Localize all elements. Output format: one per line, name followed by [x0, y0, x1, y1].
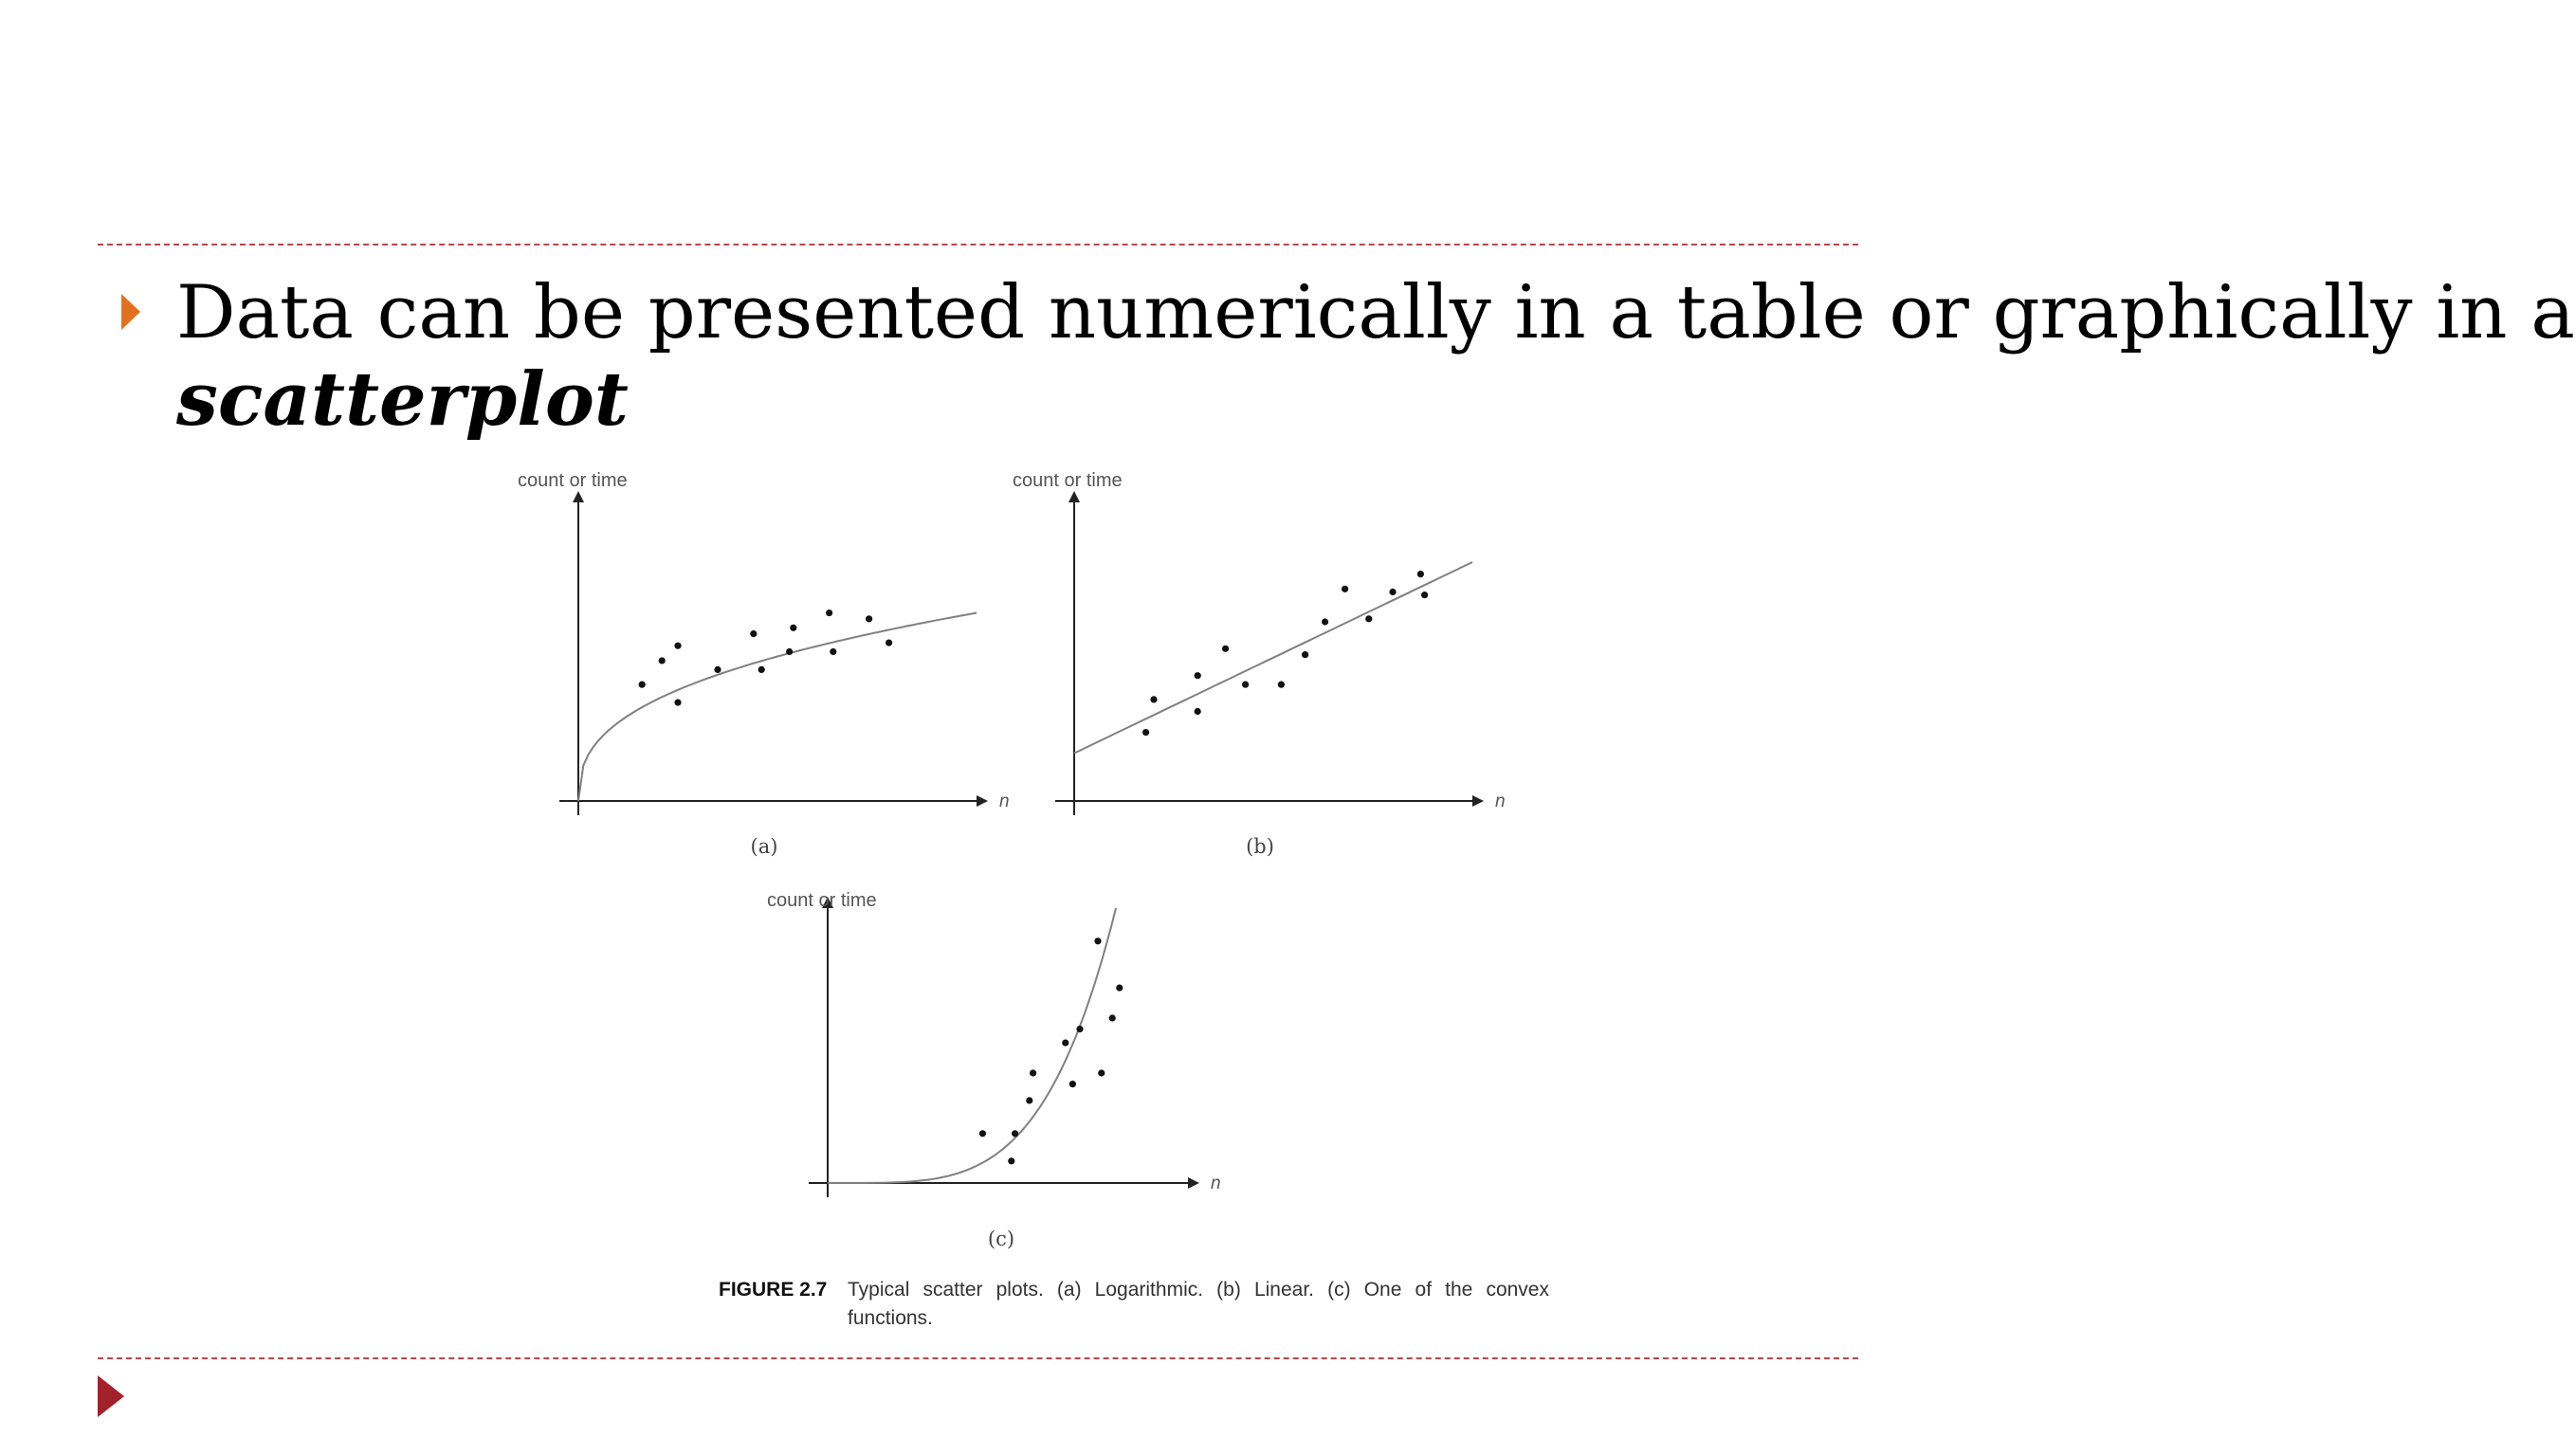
panel-3-point-8 [1076, 1026, 1083, 1032]
panel-2-point-2 [1150, 696, 1157, 702]
panel-1-point-2 [659, 657, 666, 664]
panel-1-y-axis-label: count or time [518, 470, 628, 491]
panel-3-point-11 [1116, 985, 1123, 992]
panel-2-y-axis-label: count or time [1013, 470, 1123, 491]
panel-1-y-arrow-icon [573, 491, 584, 502]
panel-2-point-11 [1365, 615, 1372, 622]
panel-2-x-axis-label: n [1495, 792, 1506, 811]
panel-2-y-arrow-icon [1068, 491, 1080, 502]
panel-3-x-arrow-icon [1188, 1177, 1199, 1189]
panel-1-point-3 [674, 643, 681, 649]
panel-1-point-6 [750, 630, 757, 637]
panel-3-point-5 [1030, 1069, 1036, 1076]
panel-2-point-12 [1389, 589, 1396, 595]
panel-3-x-axis-label: n [1211, 1174, 1221, 1193]
panel-2-point-8 [1302, 651, 1308, 658]
panel-1-point-1 [639, 682, 646, 688]
panel-3-fit-curve [828, 908, 1116, 1183]
panel-1-point-4 [674, 699, 681, 705]
next-slide-arrow-icon[interactable] [98, 1375, 124, 1417]
panel-3-point-10 [1109, 1014, 1116, 1021]
panel-2-point-6 [1242, 682, 1249, 688]
panel-3-panel-label: (c) [987, 1228, 1015, 1250]
panel-2-point-4 [1195, 672, 1201, 679]
panel-2-panel-label: (b) [1246, 835, 1274, 858]
panel-3-point-3 [1012, 1130, 1018, 1137]
panel-1-point-5 [714, 666, 721, 673]
panel-2-fit-curve [1074, 562, 1472, 754]
panel-2-point-9 [1322, 618, 1328, 625]
panel-1-point-8 [786, 648, 793, 655]
figure-caption-text: Typical scatter plots. (a) Logarithmic. (b) Linear. (c) One of the convex functions. [848, 1279, 1549, 1329]
bottom-divider [98, 1357, 1858, 1359]
panel-3-y-axis-label: count or time [767, 890, 877, 911]
panel-1-point-11 [830, 648, 836, 655]
panel-3-point-9 [1098, 1069, 1105, 1076]
panel-3-point-12 [1094, 937, 1101, 944]
bullet-lead-text: Data can be presented numerically in a table or graphically in a [176, 270, 2575, 355]
panel-1-point-7 [758, 666, 765, 673]
panel-2-point-3 [1195, 708, 1201, 715]
panel-1-point-9 [790, 625, 796, 631]
figure-label: FIGURE 2.7 [719, 1279, 828, 1301]
bullet-emphasis-text: scatterplot [176, 356, 629, 443]
panel-3-point-1 [979, 1130, 986, 1137]
panel-2-point-1 [1142, 729, 1149, 736]
panel-2-point-14 [1421, 592, 1428, 598]
panel-2-point-7 [1278, 682, 1285, 688]
panel-3-point-7 [1062, 1040, 1068, 1046]
panel-1-point-10 [826, 610, 832, 616]
panel-3-point-2 [1008, 1157, 1014, 1164]
panel-1-panel-label: (a) [750, 835, 778, 858]
panel-3-point-6 [1069, 1081, 1076, 1087]
panel-2-point-5 [1222, 646, 1229, 652]
panel-1-x-axis-label: n [999, 792, 1010, 811]
panel-1-point-12 [866, 615, 872, 622]
panel-2-point-10 [1342, 586, 1348, 592]
panel-2-point-13 [1417, 571, 1424, 577]
panel-1-point-13 [886, 639, 892, 646]
panel-1-x-arrow-icon [977, 795, 988, 807]
panel-2-x-arrow-icon [1472, 795, 1484, 807]
panel-1-fit-curve [578, 613, 977, 802]
panel-3-point-4 [1026, 1097, 1032, 1103]
